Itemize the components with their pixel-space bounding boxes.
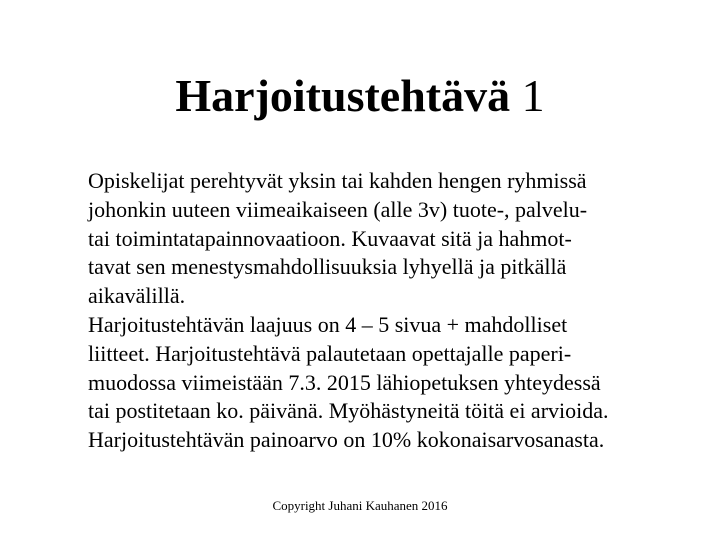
paragraph-3	[88, 426, 688, 455]
title-number: 1	[521, 70, 545, 121]
body-line: muodossa viimeistään 7.3. 2015 lähiopetuksen yhteydessä	[88, 369, 601, 395]
copyright-footer: Copyright Juhani Kauhanen 2016	[272, 498, 448, 513]
slide-body	[88, 167, 688, 455]
body-line: Opiskelijat perehtyvät yksin tai kahden hengen ryhmissä	[88, 168, 587, 193]
title-text: Harjoitustehtävä	[175, 70, 511, 121]
body-line: johonkin uuteen viimeaikaiseen (alle 3v) tuote-, palvelu-	[88, 196, 588, 222]
paragraph-2	[88, 311, 688, 426]
body-line: tavat sen menestysmahdollisuuksia lyhyellä ja pitkällä	[88, 254, 567, 280]
paragraph-1	[88, 167, 688, 311]
body-line: liitteet. Harjoitustehtävä palautetaan opettajalle paperi-	[88, 340, 572, 366]
body-line: tai postitetaan ko. päivänä. Myöhästyneitä töitä ei arvioida.	[88, 398, 609, 424]
body-line: tai toimintatapainnovaatioon. Kuvaavat sitä ja hahmot-	[88, 225, 572, 251]
slide-title	[0, 66, 720, 126]
body-line: Harjoitustehtävän painoarvo on 10% kokonaisarvosanasta.	[88, 427, 605, 453]
body-line: Harjoitustehtävän laajuus on 4 – 5 sivua + mahdolliset	[88, 311, 568, 337]
body-line: aikavälillä.	[88, 283, 186, 309]
